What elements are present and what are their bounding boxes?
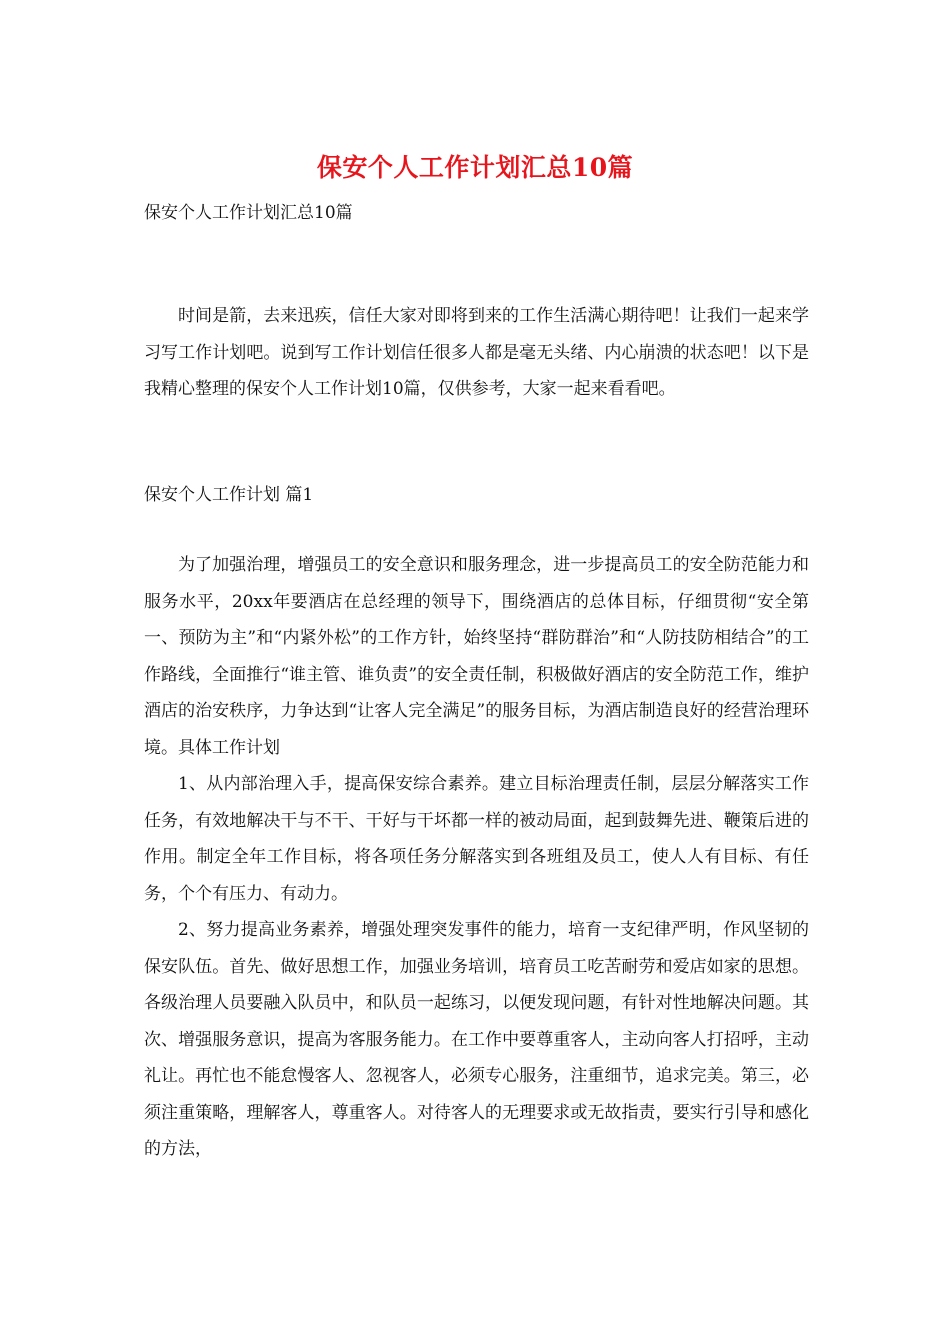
body-paragraph: 为了加强治理，增强员工的安全意识和服务理念，进一步提高员工的安全防范能力和服务水平，20xx年要酒店在总经理的领导下，围绕酒店的总体目标，仔细贯彻“安全第一、预防为主”和“内紧外松”的工作方针，始终坚持“群防群治”和“人防技防相结合”的工作路线，全面推行“谁主管、谁负责”的安全责任制，积极做好酒店的安全防范工作，维护酒店的治安秩序，力争达到“让客人完全满足”的服务目标，为酒店制造良好的经营治理环境。具体工作计划 <box>144 555 809 758</box>
body-paragraph: 2、努力提高业务素养，增强处理突发事件的能力，培育一支纪律严明，作风坚韧的保安队伍。首先、做好思想工作，加强业务培训，培育员工吃苦耐劳和爱店如家的思想。各级治理人员要融入队员中，和队员一起练习，以便发现问题，有针对性地解决问题。其次、增强服务意识，提高为客服务能力。在工作中要尊重客人，主动向客人打招呼，主动礼让。再忙也不能怠慢客人、忽视客人，必须专心服务，注重细节，追求完美。第三，必须注重策略，理解客人，尊重客人。对待客人的无理要求或无故指责，要实行引导和感化的方法， <box>144 920 809 1159</box>
document-title: 保安个人工作计划汇总10篇 <box>316 153 634 182</box>
body-paragraph: 1、从内部治理入手，提高保安综合素养。建立目标治理责任制，层层分解落实工作任务，有效地解决干与不干、干好与干坏都一样的被动局面，起到鼓舞先进、鞭策后进的作用。制定全年工作目标，将各项任务分解落实到各班组及员工，使人人有目标、有任务，个个有压力、有动力。 <box>144 774 809 904</box>
section-body <box>144 547 809 1168</box>
section-heading: 保安个人工作计划 篇1 <box>144 485 314 505</box>
intro-block <box>144 298 809 408</box>
document-subtitle: 保安个人工作计划汇总10篇 <box>144 203 353 223</box>
intro-paragraph: 时间是箭，去来迅疾，信任大家对即将到来的工作生活满心期待吧！让我们一起来学习写工作计划吧。说到写工作计划信任很多人都是毫无头绪、内心崩溃的状态吧！以下是我精心整理的保安个人工作计划10篇，仅供参考，大家一起来看看吧。 <box>144 306 809 399</box>
